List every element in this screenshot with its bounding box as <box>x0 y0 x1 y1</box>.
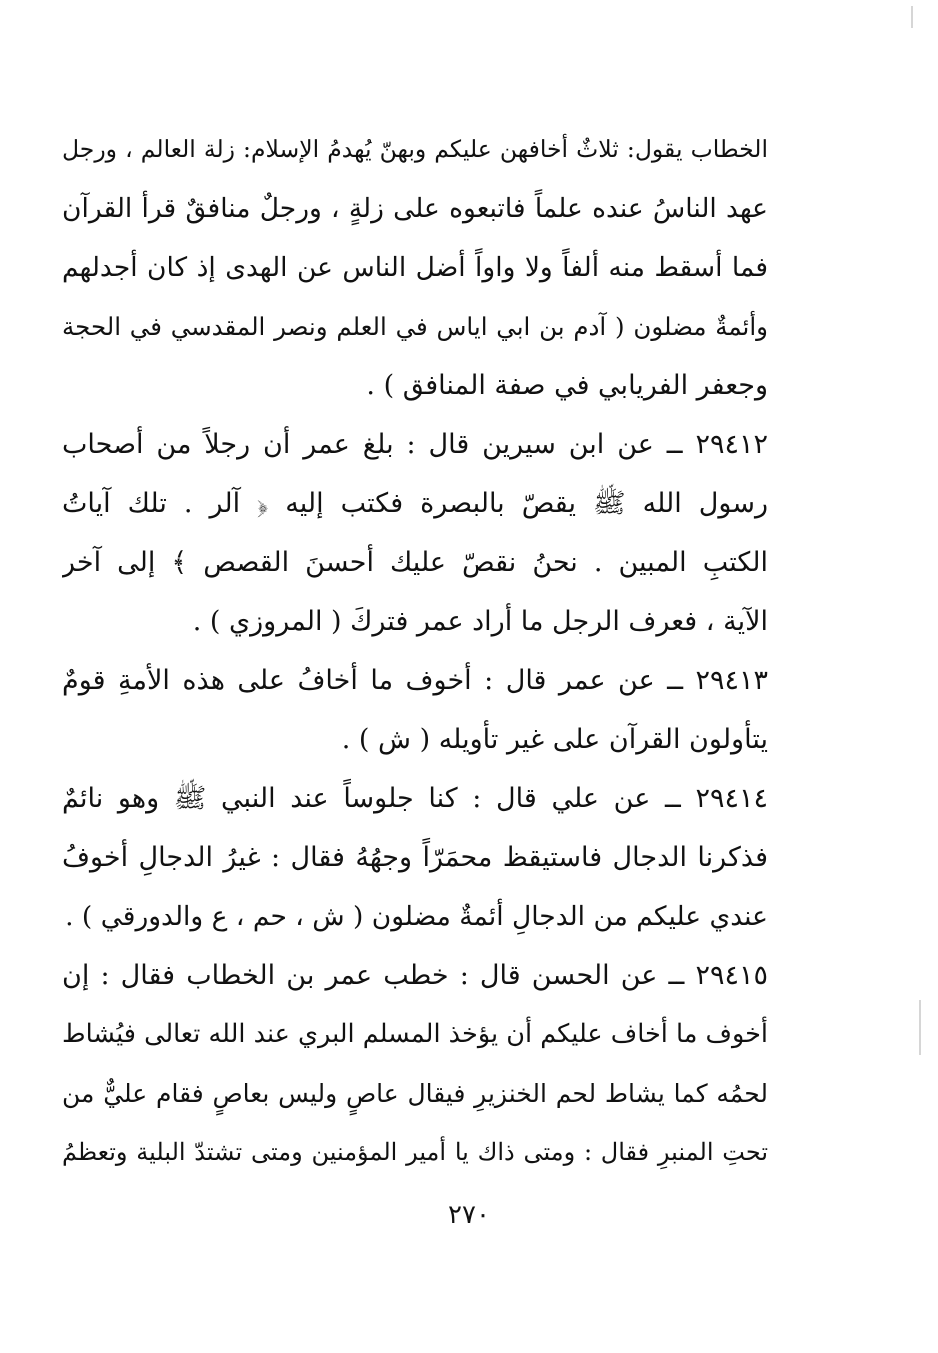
scan-edge-mark-top <box>911 6 913 28</box>
text-line: لحمُه كما يشاط لحم الخنزيرِ فيقال عاصٍ وليس بعاصٍ فقام عليٌّ من <box>62 1079 768 1108</box>
hadith-heading-line: ٢٩٤١٣ ــ عن عمر قال : أخوف ما أخافُ على هذه الأمةِ قومٌ <box>62 665 768 696</box>
text-line: وأئمةٌ مضلون ( آدم بن ابي اياس في العلم ونصر المقدسي في الحجة <box>62 312 768 341</box>
page-number: ٢٧٠ <box>448 1200 490 1230</box>
text-line: فما أسقط منه ألفاً ولا واواً أضل الناس عن الهدى إذ كان أجدلهم <box>62 252 768 283</box>
scan-edge-mark-right <box>919 1000 921 1055</box>
text-line: الكتبِ المبين . نحنُ نقصّ عليك أحسنَ القصص ﴾ إلى آخر <box>62 547 768 578</box>
text-line: يتأولون القرآن على غير تأويله ( ش ) . <box>341 724 768 755</box>
text-line: وجعفر الفريابي في صفة المنافق ) . <box>366 370 768 401</box>
text-line: عهد الناسُ عنده علماً فاتبعوه على زلةٍ ، ورجلٌ منافقٌ قرأ القرآن <box>62 193 768 224</box>
text-line: الخطاب يقول: ثلاثٌ أخافهن عليكم وبهنّ يُهدمُ الإسلام: زلة العالم ، ورجل <box>62 135 768 163</box>
page-text-block <box>62 120 768 1182</box>
hadith-heading-line: ٢٩٤١٢ ــ عن ابن سيرين قال : بلغ عمر أن رجلاً من أصحاب <box>62 429 768 460</box>
text-line: أخوف ما أخاف عليكم أن يؤخذ المسلم البري عند الله تعالى فيُشاط <box>62 1019 768 1049</box>
hadith-heading-line: ٢٩٤١٥ ــ عن الحسن قال : خطب عمر بن الخطاب فقال : إن <box>62 960 768 991</box>
text-line: رسول الله ﷺ يقصّ بالبصرة فكتب إليه ﴿ آلر . تلك آياتُ <box>62 488 768 519</box>
text-line: الآية ، فعرف الرجل ما أراد عمر فتركَ ( المروزي ) . <box>192 606 768 637</box>
hadith-heading-line: ٢٩٤١٤ ــ عن علي قال : كنا جلوساً عند النبي ﷺ وهو نائمٌ <box>62 783 768 814</box>
text-line: فذكرنا الدجال فاستيقظ محمَرّاً وجهُهُ فقال : غيرُ الدجالِ أخوفُ <box>62 842 768 873</box>
text-line: عندي عليكم من الدجالِ أئمةٌ مضلون ( ش ، حم ، ع والدورقي ) . <box>65 901 768 932</box>
text-line: تحتِ المنبرِ فقال : ومتى ذاك يا أمير المؤمنين ومتى تشتدّ البلية وتعظمُ <box>62 1138 768 1166</box>
